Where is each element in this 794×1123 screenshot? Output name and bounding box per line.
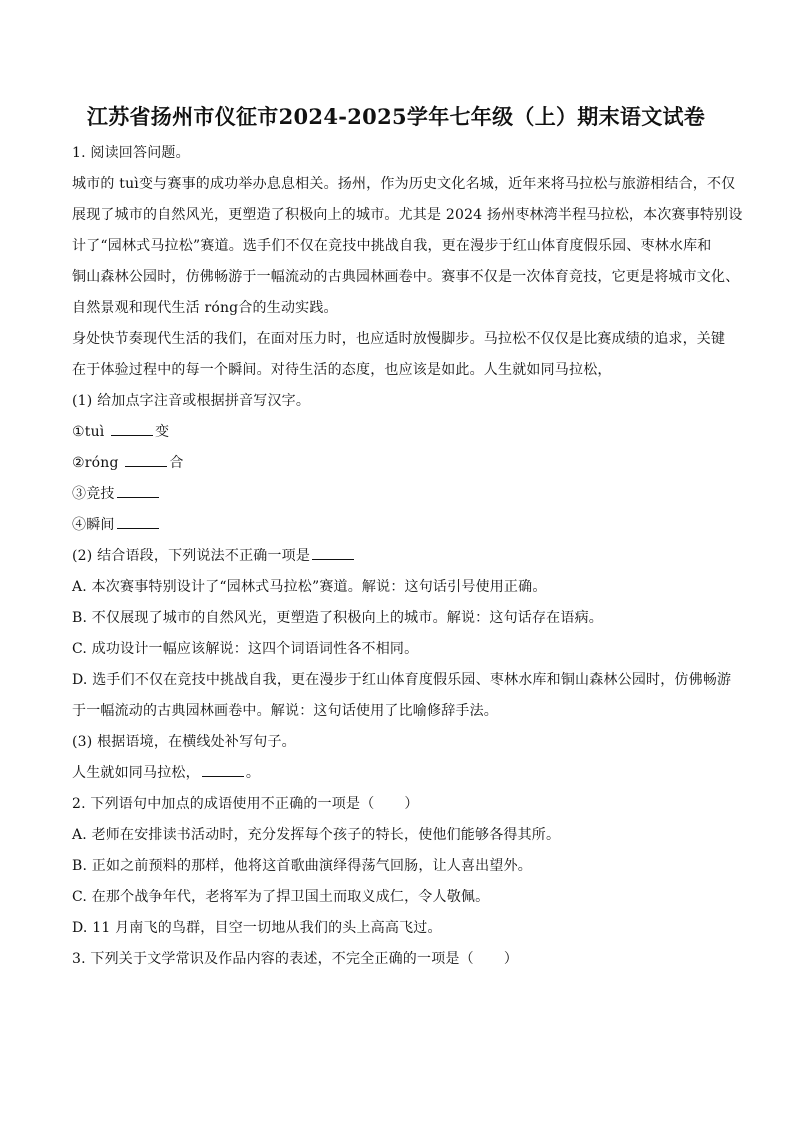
answer-blank[interactable] (111, 423, 153, 436)
q2-option-c: C. 在那个战争年代，老将军为了捍卫国土而取义成仁，令人敬佩。 (72, 889, 490, 905)
q1-para2-line2: 在于体验过程中的每一个瞬间。对待生活的态度，也应该是如此。人生就如同马拉松， (72, 362, 612, 378)
q1-heading: 1. 阅读回答问题。 (72, 145, 190, 161)
q1-sub2-option-a: A. 本次赛事特别设计了“园林式马拉松”赛道。解说：这句话引号使用正确。 (72, 579, 547, 595)
q3-heading-post: ） (503, 951, 519, 967)
item2-post: 合 (169, 455, 184, 471)
answer-blank[interactable] (202, 764, 244, 777)
q2-heading-post: ） (404, 796, 419, 812)
q3-heading (72, 944, 720, 975)
exam-title: 江苏省扬州市仪征市2024-2025学年七年级（上）期末语文试卷 (86, 104, 706, 129)
item2-pre: ②róng (72, 455, 124, 471)
q1-sub3-prompt: (3) 根据语境，在横线处补写句子。 (72, 734, 296, 750)
q2-option-d: D. 11 月南飞的鸟群，目空一切地从我们的头上高高飞过。 (72, 920, 442, 936)
sub3-line-pre: 人生就如同马拉松， (72, 765, 200, 781)
sub2-prompt-text: (2) 结合语段，下列说法不正确一项是 (72, 548, 311, 564)
item4-pre: ④瞬间 (72, 517, 115, 533)
q1-sub2-option-d-line2: 于一幅流动的古典园林画卷中。解说：这句话使用了比喻修辞手法。 (72, 703, 498, 719)
q1-sub2-option-c: C. 成功设计一幅应该解说：这四个词语词性各不相同。 (72, 641, 419, 657)
q1-sub2-option-d-line1: D. 选手们不仅在竞技中挑战自我，更在漫步于红山体育度假乐园、枣林水库和铜山森林公园时，仿佛畅游 (72, 672, 732, 688)
answer-blank[interactable] (117, 516, 159, 529)
q1-sub2-option-b: B. 不仅展现了城市的自然风光，更塑造了积极向上的城市。解说：这句话存在语病。 (72, 610, 603, 626)
q2-heading-pre: 2. 下列语句中加点的成语使用不正确的一项是（ (72, 796, 375, 812)
q1-para1-line3: 计了“园林式马拉松”赛道。选手们不仅在竞技中挑战自我，更在漫步于红山体育度假乐园、枣林水库和 (72, 238, 712, 254)
q3-heading-pre: 3. 下列关于文学常识及作品内容的表述，不完全正确的一项是（ (72, 951, 474, 967)
q1-sub1-item4 (72, 510, 720, 541)
q1-para2-line1: 身处快节奏现代生活的我们，在面对压力时，也应适时放慢脚步。马拉松不仅仅是比赛成绩的追求，关键 (72, 331, 726, 347)
q2-option-b: B. 正如之前预料的那样，他将这首歌曲演绎得荡气回肠，让人喜出望外。 (72, 858, 532, 874)
q2-option-a: A. 老师在安排读书活动时，充分发挥每个孩子的特长，使他们能够各得其所。 (72, 827, 561, 843)
item3-pre: ③竞技 (72, 486, 115, 502)
q2-heading (72, 789, 720, 820)
answer-blank[interactable] (312, 547, 354, 560)
q1-sub1-prompt: (1) 给加点字注音或根据拼音写汉字。 (72, 393, 311, 409)
answer-blank[interactable] (125, 454, 167, 467)
item1-post: 变 (155, 424, 170, 440)
q1-sub3-line (72, 758, 720, 789)
q1-para1-line1: 城市的 tuì变与赛事的成功举办息息相关。扬州，作为历史文化名城，近年来将马拉松与旅游相结合，不仅 (72, 176, 736, 192)
q1-para1-line2: 展现了城市的自然风光，更塑造了积极向上的城市。尤其是 2024 扬州枣林湾半程马拉松，本次赛事特别设 (72, 207, 743, 223)
sub3-line-post: 。 (245, 765, 261, 781)
item1-pre: ①tuì (72, 424, 110, 440)
q1-sub1-item2 (72, 448, 720, 479)
q1-sub1-item1 (72, 417, 720, 448)
q1-para1-line5: 自然景观和现代生活 róng合的生动实践。 (72, 300, 338, 316)
answer-blank[interactable] (117, 485, 159, 498)
q1-sub2-prompt (72, 541, 720, 572)
q1-para1-line4: 铜山森林公园时，仿佛畅游于一幅流动的古典园林画卷中。赛事不仅是一次体育竞技，它更是将城市文化、 (72, 269, 740, 285)
q1-sub1-item3 (72, 479, 720, 510)
